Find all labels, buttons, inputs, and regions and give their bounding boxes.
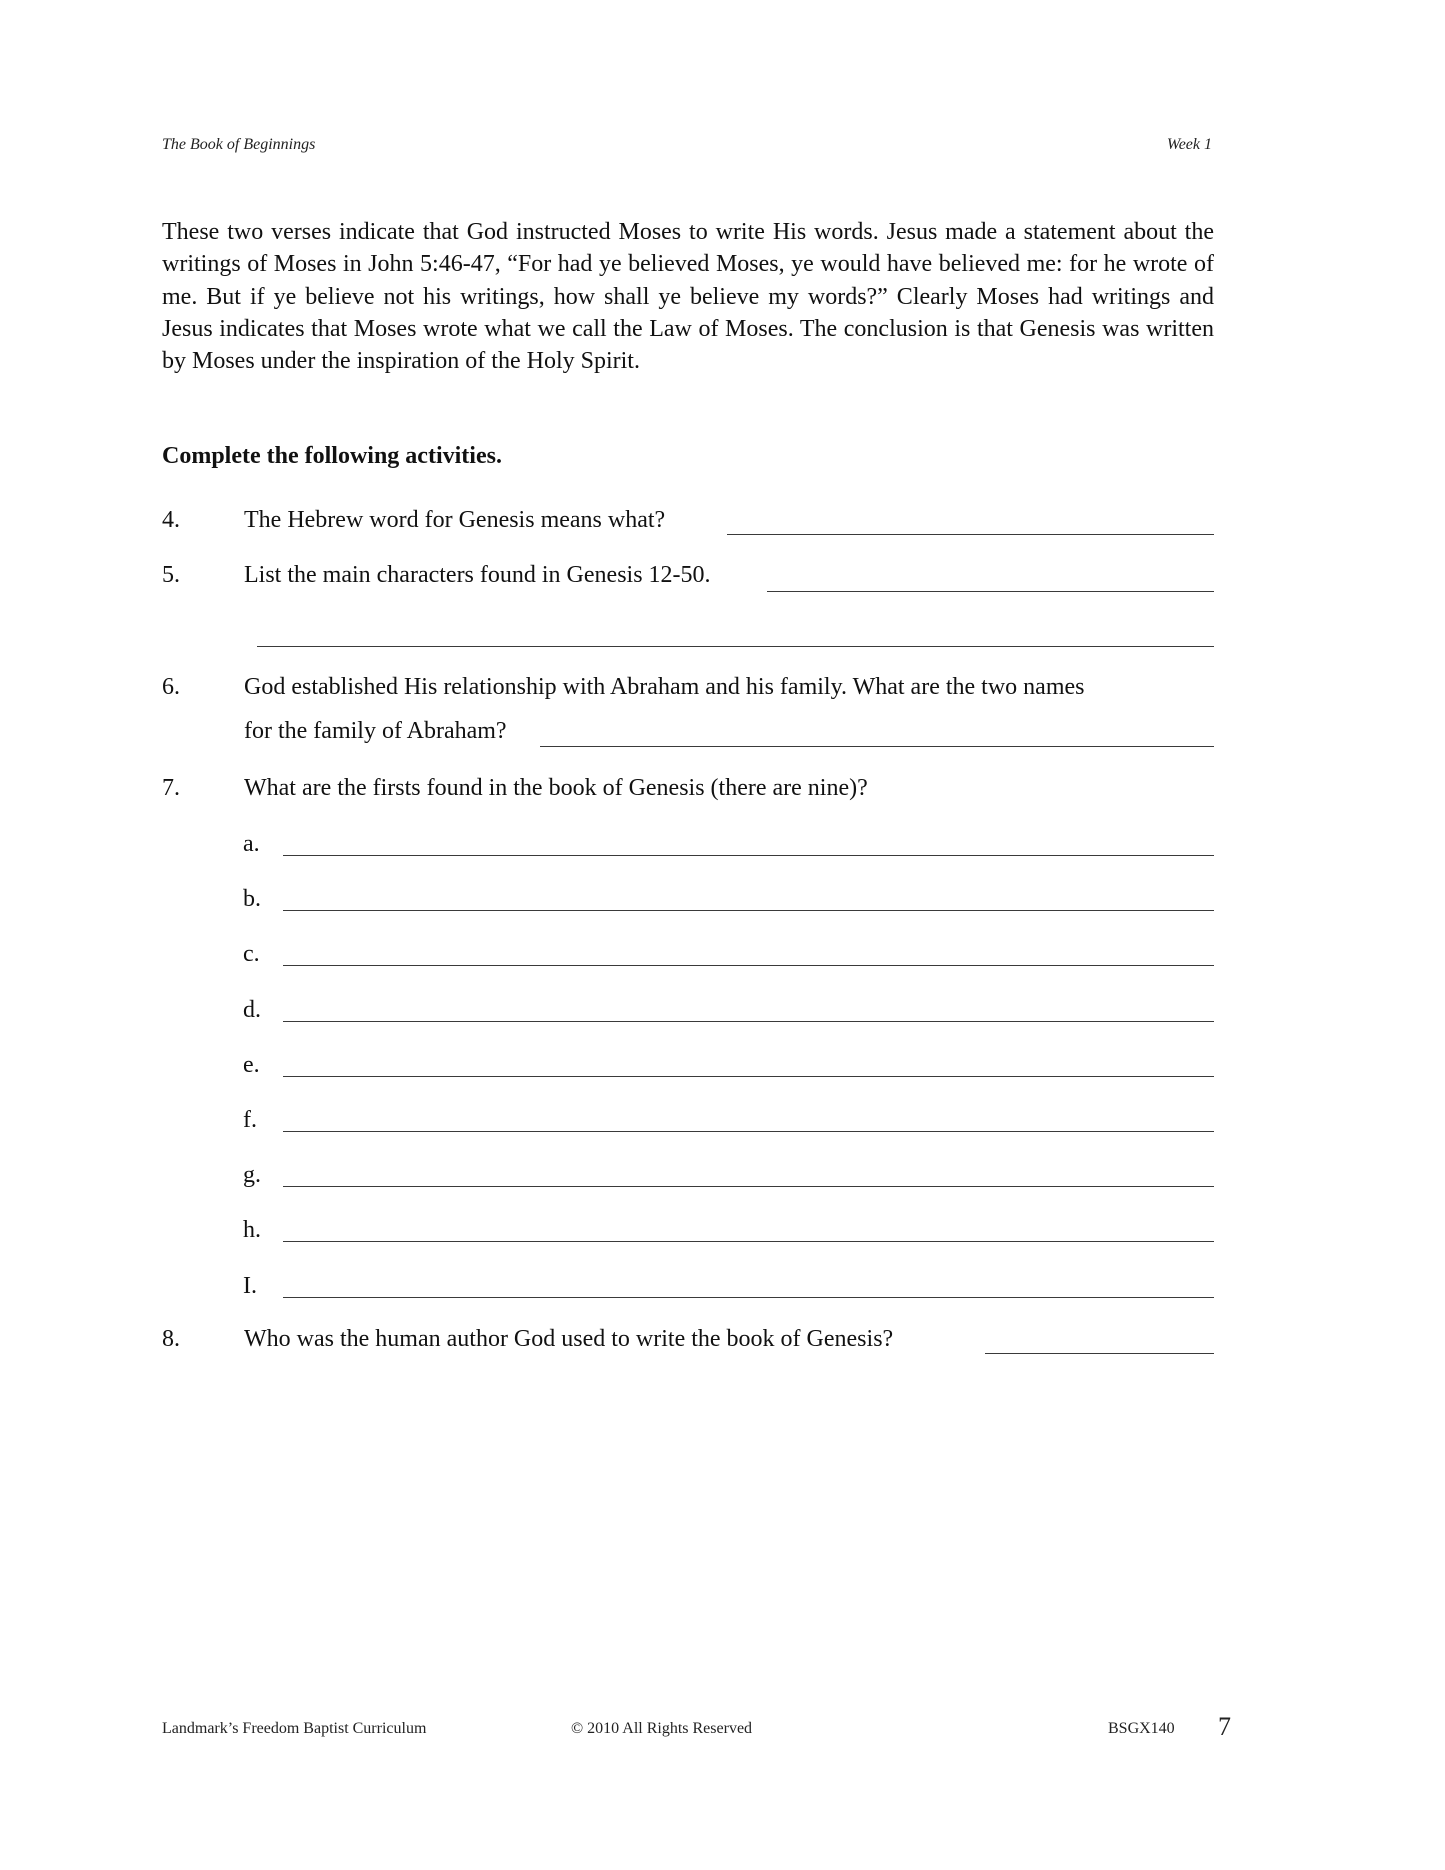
intro-paragraph: These two verses indicate that God instructed Moses to write His words. Jesus made a statement about the writings of Moses in John 5:46-47, “For had ye believed Moses, ye would have believed me: for he wrote of me. But if ye believe not his writings, how shall ye believe my words?” Clearly Moses had writings and Jesus indicates that Moses wrote what we call the Law of Moses. The conclusion is that Genesis was written by Moses under the inspiration of the Holy Spirit. xyxy=(162,219,1214,375)
page-number: 7 xyxy=(1218,1712,1231,1741)
question-text: Who was the human author God used to write the book of Genesis? xyxy=(244,1326,894,1352)
footer-publisher: Landmark’s Freedom Baptist Curriculum xyxy=(162,1720,427,1737)
footer-code: BSGX140 xyxy=(1108,1720,1175,1737)
answer-line[interactable] xyxy=(283,910,1214,911)
question-number: 6. xyxy=(162,674,180,700)
answer-line[interactable] xyxy=(767,591,1214,592)
item-letter: d. xyxy=(243,996,261,1023)
item-letter: b. xyxy=(243,886,261,913)
question-text-line-1: God established His relationship with Abraham and his family. What are the two names xyxy=(244,674,1085,700)
item-letter: a. xyxy=(243,831,260,857)
item-letter: f. xyxy=(243,1107,257,1133)
question-number: 7. xyxy=(162,775,180,801)
item-letter: h. xyxy=(243,1217,261,1244)
answer-line[interactable] xyxy=(283,1297,1214,1298)
answer-line[interactable] xyxy=(283,965,1214,966)
question-text: List the main characters found in Genesis 12-50. xyxy=(244,562,711,588)
running-header-week: Week 1 xyxy=(1166,136,1212,153)
question-number: 5. xyxy=(162,562,180,588)
question-text: The Hebrew word for Genesis means what? xyxy=(244,507,666,533)
answer-line-continuation[interactable] xyxy=(257,646,1214,647)
answer-line[interactable] xyxy=(727,534,1214,535)
question-number: 8. xyxy=(162,1326,180,1352)
question-text: What are the firsts found in the book of Genesis (there are nine)? xyxy=(244,775,868,801)
item-letter: c. xyxy=(243,941,260,968)
footer-copyright: © 2010 All Rights Reserved xyxy=(571,1720,753,1737)
answer-line[interactable] xyxy=(283,1131,1214,1132)
answer-line[interactable] xyxy=(283,1186,1214,1187)
activities-heading: Complete the following activities. xyxy=(162,443,502,469)
answer-line[interactable] xyxy=(540,746,1214,747)
answer-line[interactable] xyxy=(283,1021,1214,1022)
answer-line[interactable] xyxy=(283,855,1214,856)
running-header-title: The Book of Beginnings xyxy=(162,136,316,153)
item-letter: I. xyxy=(243,1272,257,1299)
item-letter: g. xyxy=(243,1162,261,1189)
question-number: 4. xyxy=(162,507,180,533)
answer-line[interactable] xyxy=(985,1353,1214,1354)
answer-line[interactable] xyxy=(283,1241,1214,1242)
question-text-line-2: for the family of Abraham? xyxy=(244,718,507,744)
item-letter: e. xyxy=(243,1051,260,1078)
answer-line[interactable] xyxy=(283,1076,1214,1077)
